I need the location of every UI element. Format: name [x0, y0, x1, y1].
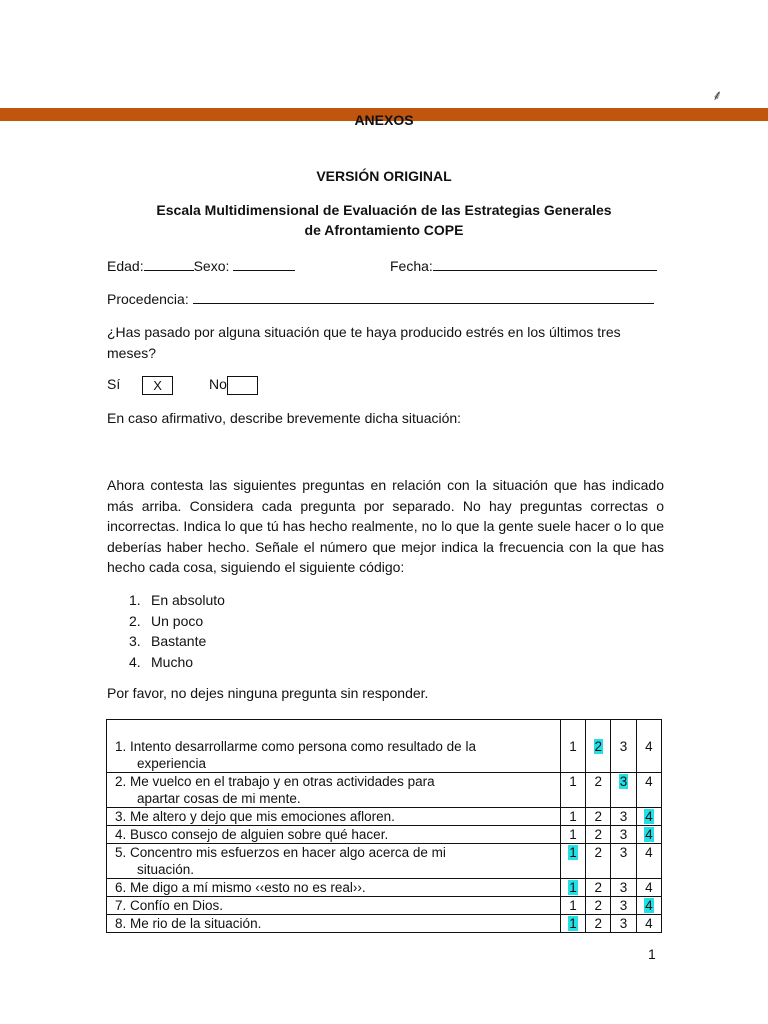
edad-label: Edad: — [107, 258, 144, 274]
item-option[interactable]: 3 — [611, 915, 636, 933]
selected-option: 4 — [645, 827, 653, 842]
sexo-field[interactable] — [233, 256, 295, 271]
scale-title-line2: de Afrontamiento COPE — [304, 222, 464, 238]
demographics-row — [107, 256, 667, 274]
item-option[interactable]: 2 — [586, 844, 611, 879]
fecha-label: Fecha: — [390, 258, 433, 274]
version-title: VERSIÓN ORIGINAL — [316, 168, 452, 184]
no-checkbox[interactable] — [227, 376, 258, 395]
item-option[interactable]: 2 — [586, 808, 611, 826]
cope-items-table — [106, 719, 662, 933]
item-question: 2. Me vuelco en el trabajo y en otras actividades para apartar cosas de mi mente. — [107, 773, 561, 808]
item-question: 7. Confío en Dios. — [107, 897, 561, 915]
selected-option: 1 — [569, 845, 577, 860]
table-row — [107, 773, 662, 808]
item-option[interactable]: 2 — [586, 773, 611, 808]
sexo-label: Sexo: — [193, 258, 230, 274]
corner-mark: ⸙ — [712, 87, 723, 103]
item-option[interactable] — [636, 897, 661, 915]
item-option[interactable]: 1 — [560, 773, 585, 808]
yes-no-row — [107, 376, 258, 395]
procedencia-label: Procedencia: — [107, 291, 189, 307]
table-row — [107, 844, 662, 879]
stress-question: ¿Has pasado por alguna situación que te haya producido estrés en los últimos tres meses? — [107, 324, 621, 361]
item-option[interactable]: 4 — [636, 773, 661, 808]
table-row — [107, 915, 662, 933]
item-question: 6. Me digo a mí mismo ‹‹esto no es real››. — [107, 879, 561, 897]
item-question: 3. Me altero y dejo que mis emociones afloren. — [107, 808, 561, 826]
selected-option: 4 — [645, 898, 653, 913]
table-row — [107, 720, 662, 773]
selected-option: 4 — [645, 809, 653, 824]
item-option[interactable]: 4 — [636, 844, 661, 879]
item-question: 5. Concentro mis esfuerzos en hacer algo acerca de mi situación. — [107, 844, 561, 879]
table-row — [107, 879, 662, 897]
item-option[interactable]: 1 — [560, 826, 585, 844]
item-question: 1. Intento desarrollarme como persona como resultado de la experiencia — [107, 720, 561, 773]
instructions: Ahora contesta las siguientes preguntas en relación con la situación que has indicado más arriba. Considera cada pregunta por separado. No hay preguntas correctas o incorrectas. Indica lo que tú has hecho realmente, no lo que la gente suele hacer o lo que deberías haber hecho. Señale el número que mejor indica la frecuencia con la que has hecho cada cosa, siguiendo el siguiente código: — [107, 477, 664, 575]
fecha-field[interactable] — [433, 256, 657, 271]
no-label: No — [209, 376, 227, 393]
selected-option: 1 — [569, 916, 577, 931]
item-option[interactable]: 3 — [611, 826, 636, 844]
page-number: 1 — [648, 946, 656, 962]
table-row — [107, 897, 662, 915]
item-option[interactable]: 3 — [611, 897, 636, 915]
item-option[interactable]: 3 — [611, 879, 636, 897]
selected-option: 1 — [569, 880, 577, 895]
item-option[interactable]: 3 — [611, 720, 636, 773]
item-option[interactable] — [636, 826, 661, 844]
scale-list — [129, 590, 225, 672]
item-option[interactable]: 4 — [636, 720, 661, 773]
item-option[interactable] — [560, 844, 585, 879]
item-option[interactable]: 1 — [560, 720, 585, 773]
scale-title-line1: Escala Multidimensional de Evaluación de las Estrategias Generales — [156, 202, 612, 218]
edad-field[interactable] — [144, 256, 194, 271]
describe-label: En caso afirmativo, describe brevemente dicha situación: — [107, 410, 462, 426]
procedencia-field[interactable] — [193, 289, 654, 304]
item-option[interactable]: 3 — [611, 844, 636, 879]
item-option[interactable]: 4 — [636, 879, 661, 897]
item-option[interactable]: 3 — [611, 808, 636, 826]
item-question: 4. Busco consejo de alguien sobre qué hacer. — [107, 826, 561, 844]
item-option[interactable]: 2 — [586, 897, 611, 915]
item-option[interactable] — [636, 808, 661, 826]
item-option[interactable]: 1 — [560, 808, 585, 826]
scale-item: 2. Un poco — [129, 612, 204, 629]
item-option[interactable]: 2 — [586, 826, 611, 844]
selected-option: 2 — [594, 738, 603, 754]
item-option[interactable]: 4 — [636, 915, 661, 933]
si-checkbox[interactable]: X — [142, 376, 173, 395]
item-question: 8. Me rio de la situación. — [107, 915, 561, 933]
table-row — [107, 808, 662, 826]
reminder: Por favor, no dejes ninguna pregunta sin responder. — [107, 685, 429, 701]
table-row — [107, 826, 662, 844]
selected-option: 3 — [619, 774, 628, 789]
item-option[interactable] — [560, 915, 585, 933]
scale-item: 1. En absoluto — [129, 592, 225, 608]
item-option[interactable] — [586, 720, 611, 773]
item-option[interactable]: 1 — [560, 897, 585, 915]
item-option[interactable] — [560, 879, 585, 897]
item-option[interactable]: 2 — [586, 879, 611, 897]
item-option[interactable] — [611, 773, 636, 808]
procedencia-row — [107, 289, 654, 307]
item-option[interactable]: 2 — [586, 915, 611, 933]
si-label: Sí — [107, 376, 121, 393]
page-title: ANEXOS — [354, 112, 414, 128]
scale-item: 3. Bastante — [129, 633, 207, 649]
scale-item: 4. Mucho — [129, 653, 194, 670]
